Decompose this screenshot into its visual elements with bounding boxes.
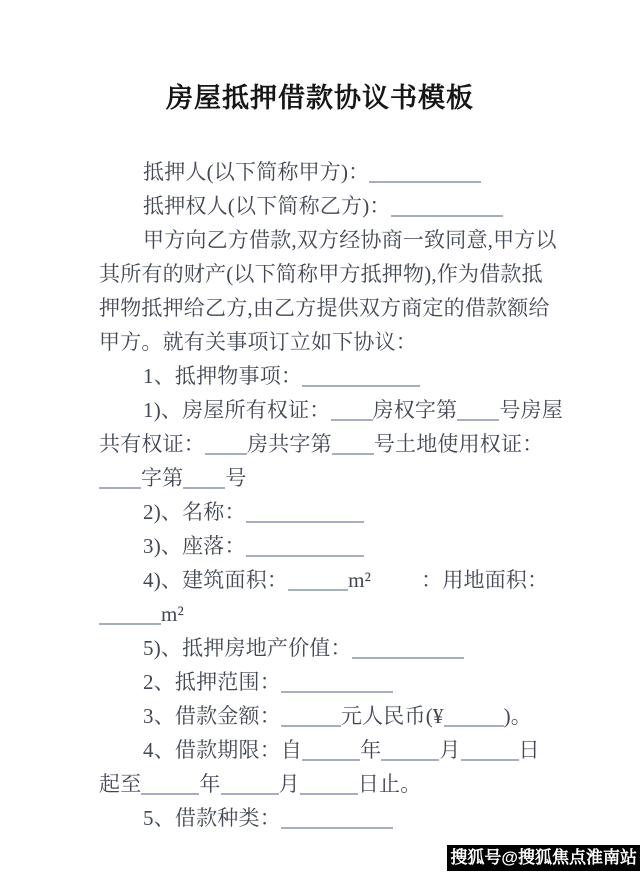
fill-in-blank — [246, 540, 364, 557]
line-text: 共有权证： — [99, 432, 205, 456]
line-text: 房权字第 — [372, 398, 458, 422]
fill-in-blank — [221, 778, 279, 795]
line-text: 甲方向乙方借款,双方经协商一致同意,甲方以 — [143, 228, 557, 252]
form-line — [99, 461, 549, 495]
line-text: 3)、座落： — [143, 534, 246, 558]
fill-in-blank — [302, 370, 420, 387]
line-text: 其所有的财产(以下简称甲方抵押物),作为借款抵 — [99, 262, 543, 286]
line-text: 4)、建筑面积： — [143, 568, 289, 592]
fill-in-blank — [331, 404, 373, 421]
line-text: 房共字第 — [247, 432, 332, 456]
fill-in-blank — [381, 744, 439, 761]
fill-in-blank — [444, 710, 504, 727]
line-text: 3、借款金额： — [143, 704, 281, 728]
fill-in-blank — [352, 642, 464, 659]
line-text: 月 — [439, 738, 461, 762]
form-line — [99, 767, 549, 801]
line-text: 元人民币(¥ — [340, 704, 444, 728]
form-line — [99, 393, 563, 427]
line-text: 号 — [225, 466, 247, 490]
fill-in-blank — [183, 472, 225, 489]
form-line — [99, 563, 549, 597]
fill-in-blank — [332, 438, 374, 455]
form-line — [99, 189, 549, 223]
fill-in-blank — [99, 608, 161, 625]
form-line — [99, 291, 549, 325]
line-text: 5)、抵押房地产价值： — [143, 636, 352, 660]
form-line — [99, 597, 549, 631]
fill-in-blank — [99, 472, 141, 489]
line-text: 甲方。就有关事项订立如下协议： — [99, 330, 417, 354]
fill-in-blank — [461, 744, 519, 761]
fill-in-blank — [288, 574, 348, 591]
fill-in-blank — [205, 438, 247, 455]
line-text: 2、抵押范围： — [143, 670, 281, 694]
line-text: )。 — [503, 704, 533, 728]
form-line — [99, 699, 549, 733]
fill-in-blank — [246, 506, 364, 523]
fill-in-blank — [141, 778, 199, 795]
line-text: 抵押人(以下简称甲方)： — [143, 160, 370, 184]
form-line — [99, 223, 557, 257]
form-line — [99, 427, 549, 461]
fill-in-blank — [281, 710, 341, 727]
form-line — [99, 733, 549, 767]
line-text: ：用地面积： — [421, 568, 549, 592]
form-line — [99, 631, 549, 665]
line-text: 4、借款期限：自 — [143, 738, 303, 762]
line-text: 1、抵押物事项： — [143, 364, 303, 388]
line-text: 号房屋 — [499, 398, 563, 422]
line-text: 1)、房屋所有权证： — [143, 398, 331, 422]
line-text: m² — [348, 568, 372, 592]
form-line — [99, 359, 549, 393]
line-text: 字第 — [141, 466, 184, 490]
line-text: 年 — [360, 738, 382, 762]
fill-in-blank — [281, 812, 393, 829]
fill-in-blank — [369, 166, 481, 183]
form-line — [99, 325, 549, 359]
form-line — [99, 257, 549, 291]
line-text: 年 — [199, 772, 221, 796]
form-lines-container — [99, 155, 563, 835]
line-text: 起至 — [99, 772, 142, 796]
line-text: 2)、名称： — [143, 500, 246, 524]
page-title: 房屋抵押借款协议书模板 — [166, 83, 474, 113]
fill-in-blank — [391, 200, 503, 217]
fill-in-blank — [457, 404, 499, 421]
agreement-body — [99, 155, 563, 835]
fill-in-blank — [281, 676, 393, 693]
form-line — [99, 495, 549, 529]
line-text: 日 — [518, 738, 540, 762]
line-text: 号土地使用权证： — [373, 432, 544, 456]
form-line — [99, 665, 549, 699]
watermark-badge: 搜狐号@搜狐焦点淮南站 — [447, 845, 640, 871]
form-line — [99, 801, 549, 835]
fill-in-blank — [302, 744, 360, 761]
line-text: 抵押权人(以下简称乙方)： — [143, 194, 391, 218]
line-text: m² — [161, 602, 185, 626]
line-text: 日止。 — [357, 772, 422, 796]
fill-in-blank — [300, 778, 358, 795]
line-text: 月 — [278, 772, 300, 796]
line-text: 押物抵押给乙方,由乙方提供双方商定的借款额给 — [99, 296, 550, 320]
line-text: 5、借款种类： — [143, 806, 281, 830]
form-line — [99, 529, 549, 563]
form-line — [99, 155, 549, 189]
